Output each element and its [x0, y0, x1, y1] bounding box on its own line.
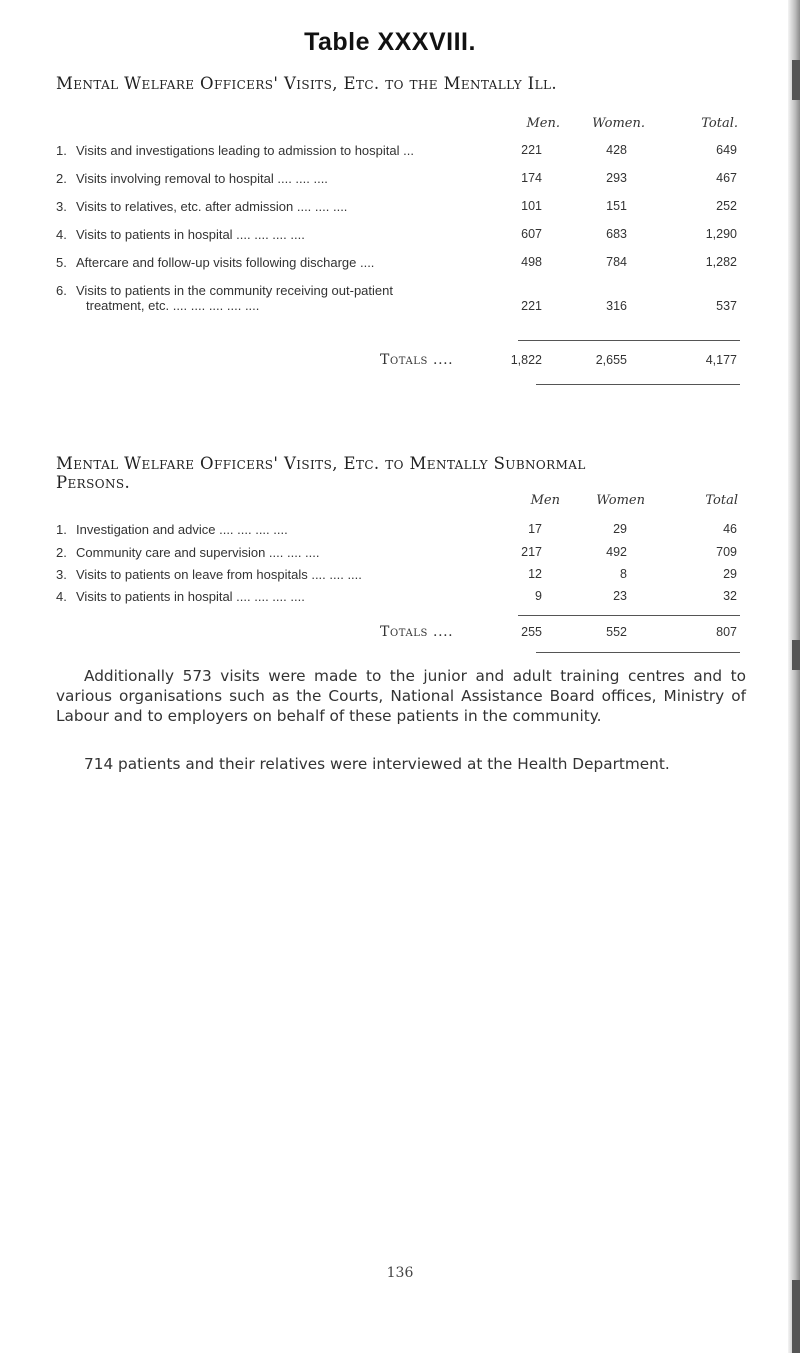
table1-col-women: Women.	[592, 116, 645, 131]
page-edge-shadow	[788, 0, 800, 1353]
table2-total-women: 552	[606, 625, 627, 639]
totals-rule	[536, 384, 740, 385]
row-label-continued: treatment, etc. .... .... .... .... ....	[86, 298, 260, 313]
cell-men: 12	[528, 567, 542, 581]
row-number: 1.	[56, 522, 67, 537]
cell-men: 217	[521, 545, 542, 559]
row-number: 3.	[56, 567, 67, 582]
cell-total: 29	[723, 567, 737, 581]
row-label: Visits to patients in hospital .... .... .... ....	[76, 589, 305, 604]
page-edge-mark	[792, 1280, 800, 1353]
table1-row	[56, 199, 746, 219]
row-label: Visits to relatives, etc. after admission .... .... ....	[76, 199, 348, 214]
paragraph-interviews: 714 patients and their relatives were interviewed at the Health Department.	[84, 755, 670, 773]
cell-women: 151	[606, 199, 627, 213]
table1-col-men: Men.	[526, 116, 560, 131]
cell-total: 537	[716, 299, 737, 313]
table1-col-total: Total.	[701, 116, 738, 131]
page-number: 136	[386, 1265, 414, 1281]
table2-heading: Mental Welfare Officers' Visits, Etc. to Mentally Subnormal	[56, 454, 586, 473]
table2-col-women: Women	[596, 493, 645, 508]
cell-total: 252	[716, 199, 737, 213]
table1-total-all: 4,177	[705, 353, 737, 367]
table1-row	[56, 255, 746, 275]
cell-women: 293	[606, 171, 627, 185]
table2-col-men: Men	[530, 493, 560, 508]
cell-total: 709	[716, 545, 737, 559]
table2-row	[56, 522, 746, 542]
paragraph-additional-visits: Additionally 573 visits were made to the junior and adult training centres and to various organisations such as the Courts, National Assistance Board offices, Ministry of Labour and to employers on behalf of these patients in the community.	[56, 667, 746, 725]
cell-total: 467	[716, 171, 737, 185]
table1-row	[56, 283, 746, 319]
row-label: Visits to patients on leave from hospitals .... .... ....	[76, 567, 362, 582]
totals-rule	[518, 340, 740, 341]
cell-men: 221	[521, 299, 542, 313]
cell-women: 23	[613, 589, 627, 603]
cell-women: 29	[613, 522, 627, 536]
row-number: 4.	[56, 589, 67, 604]
cell-women: 428	[606, 143, 627, 157]
table2-heading-continued: Persons.	[56, 473, 131, 492]
table1-row	[56, 227, 746, 247]
cell-total: 46	[723, 522, 737, 536]
row-label: Aftercare and follow-up visits following discharge ....	[76, 255, 375, 270]
cell-total: 1,290	[705, 227, 737, 241]
table-title: Table XXXVIII.	[304, 28, 476, 56]
cell-total: 32	[723, 589, 737, 603]
cell-men: 17	[528, 522, 542, 536]
cell-women: 316	[606, 299, 627, 313]
row-label: Community care and supervision .... .... ....	[76, 545, 320, 560]
cell-men: 174	[521, 171, 542, 185]
table1-total-men: 1,822	[510, 353, 542, 367]
cell-men: 101	[521, 199, 542, 213]
table1-row	[56, 143, 746, 163]
table2-row	[56, 545, 746, 565]
row-number: 5.	[56, 255, 67, 270]
table2-row	[56, 567, 746, 587]
page-edge-mark	[792, 60, 800, 100]
row-label: Visits involving removal to hospital .... .... ....	[76, 171, 328, 186]
table1-total-women: 2,655	[595, 353, 627, 367]
table1-heading: Mental Welfare Officers' Visits, Etc. to the Mentally Ill.	[56, 74, 557, 93]
cell-total: 649	[716, 143, 737, 157]
row-label: Visits to patients in hospital .... .... .... ....	[76, 227, 305, 242]
row-number: 3.	[56, 199, 67, 214]
cell-women: 8	[620, 567, 627, 581]
totals-rule	[536, 652, 740, 653]
cell-men: 221	[521, 143, 542, 157]
table2-col-total: Total	[705, 493, 738, 508]
cell-men: 9	[535, 589, 542, 603]
cell-women: 492	[606, 545, 627, 559]
row-label: Visits and investigations leading to admission to hospital ...	[76, 143, 414, 158]
cell-men: 498	[521, 255, 542, 269]
table1-row	[56, 171, 746, 191]
cell-total: 1,282	[705, 255, 737, 269]
table2-total-all: 807	[716, 625, 737, 639]
table2-row	[56, 589, 746, 609]
row-number: 6.	[56, 283, 67, 298]
cell-women: 683	[606, 227, 627, 241]
row-number: 4.	[56, 227, 67, 242]
table2-totals-label: Totals ....	[380, 624, 454, 640]
totals-rule	[518, 615, 740, 616]
row-number: 1.	[56, 143, 67, 158]
row-number: 2.	[56, 545, 67, 560]
row-number: 2.	[56, 171, 67, 186]
row-label: Investigation and advice .... .... .... ....	[76, 522, 288, 537]
row-label: Visits to patients in the community receiving out-patient	[76, 283, 393, 298]
cell-women: 784	[606, 255, 627, 269]
table2-total-men: 255	[521, 625, 542, 639]
cell-men: 607	[521, 227, 542, 241]
table1-totals-label: Totals ....	[380, 352, 454, 368]
page-edge-mark	[792, 640, 800, 670]
